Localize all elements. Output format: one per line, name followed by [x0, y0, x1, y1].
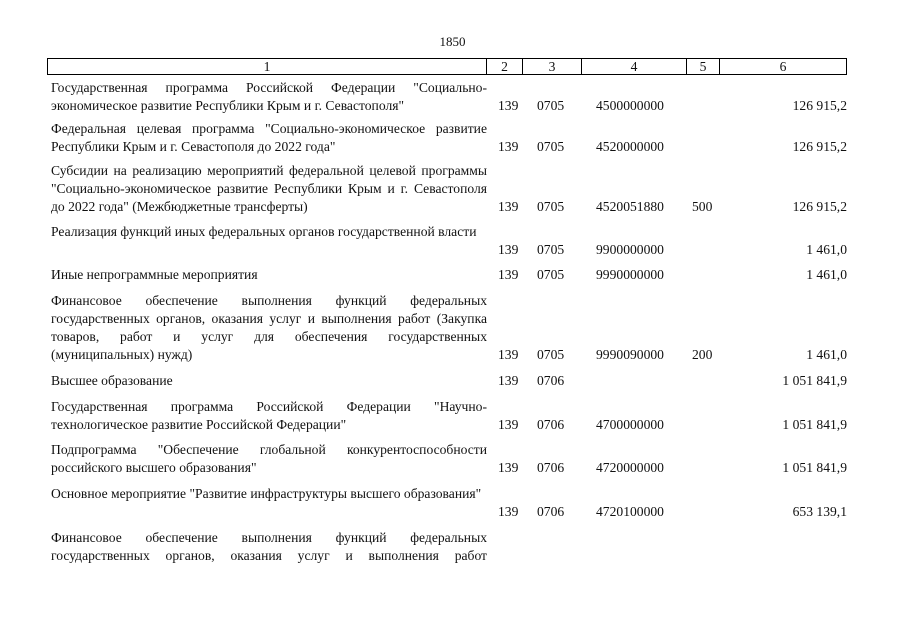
- row-amount: 653 139,1: [792, 504, 847, 519]
- row-amount: 126 915,2: [792, 199, 847, 214]
- row-code-target: 4500000000: [596, 98, 664, 113]
- row-description: Высшее образование: [51, 373, 173, 388]
- row-code-ministry: 139: [498, 199, 519, 214]
- row-code-target: 4720100000: [596, 504, 664, 519]
- header-cell-2: 2: [486, 58, 523, 75]
- row-amount: 1 051 841,9: [782, 460, 847, 475]
- header-cell-6: 6: [719, 58, 847, 75]
- row-code-target: 9990090000: [596, 347, 664, 362]
- row-code-ministry: 139: [498, 417, 519, 432]
- row-code-ministry: 139: [498, 139, 519, 154]
- row-amount: 1 461,0: [806, 267, 847, 282]
- row-description: Федеральная целевая программа "Социально-экономическое развитие Республики Крым и г. Севастополя до 2022 года": [51, 121, 487, 154]
- row-code-target: 4520051880: [596, 199, 664, 214]
- row-code-expense: 200: [692, 347, 713, 362]
- row-code-ministry: 139: [498, 504, 519, 519]
- row-description: Субсидии на реализацию мероприятий федеральной целевой программы "Социально-экономическое развитие Республики Крым и г. Севастополя до 2022 года" (Межбюджетные трансферты): [51, 163, 487, 214]
- row-code-section: 0705: [537, 347, 565, 362]
- row-code-target: 4700000000: [596, 417, 664, 432]
- row-code-section: 0705: [537, 267, 565, 282]
- row-description: Подпрограмма "Обеспечение глобальной конкурентоспособности российского высшего образования": [51, 442, 487, 475]
- row-code-section: 0705: [537, 139, 565, 154]
- row-code-section: 0705: [537, 98, 565, 113]
- row-amount: 1 461,0: [806, 347, 847, 362]
- row-amount: 1 051 841,9: [782, 417, 847, 432]
- row-code-target: 4720000000: [596, 460, 664, 475]
- row-code-target: 9990000000: [596, 267, 664, 282]
- row-description: Финансовое обеспечение выполнения функций федеральных государственных органов, оказания услуг и выполнения работ (Закупка товаров, работ и услуг для обеспечения государственных (муниципальных) нужд): [51, 293, 487, 362]
- row-description: Основное мероприятие "Развитие инфраструктуры высшего образования": [51, 486, 482, 501]
- row-code-ministry: 139: [498, 373, 519, 388]
- row-description: Реализация функций иных федеральных органов государственной власти: [51, 224, 477, 239]
- row-code-section: 0705: [537, 242, 565, 257]
- row-code-ministry: 139: [498, 98, 519, 113]
- row-amount: 1 051 841,9: [782, 373, 847, 388]
- row-code-ministry: 139: [498, 267, 519, 282]
- row-code-ministry: 139: [498, 347, 519, 362]
- row-amount: 126 915,2: [792, 139, 847, 154]
- row-description: Иные непрограммные мероприятия: [51, 267, 258, 282]
- page-number: 1850: [439, 34, 466, 49]
- row-amount: 1 461,0: [806, 242, 847, 257]
- row-code-section: 0706: [537, 417, 565, 432]
- row-code-section: 0706: [537, 460, 565, 475]
- row-code-section: 0706: [537, 504, 565, 519]
- row-code-section: 0706: [537, 373, 565, 388]
- row-description: Государственная программа Российской Федерации "Научно-технологическое развитие Российской Федерации": [51, 399, 487, 432]
- row-description: Государственная программа Российской Федерации "Социально-экономическое развитие Республики Крым и г. Севастополя": [51, 80, 487, 113]
- header-cell-3: 3: [522, 58, 582, 75]
- row-code-ministry: 139: [498, 460, 519, 475]
- header-cell-5: 5: [686, 58, 720, 75]
- header-cell-4: 4: [581, 58, 687, 75]
- row-code-section: 0705: [537, 199, 565, 214]
- row-code-target: 9900000000: [596, 242, 664, 257]
- header-cell-1: 1: [47, 58, 487, 75]
- row-code-expense: 500: [692, 199, 713, 214]
- row-description: Финансовое обеспечение выполнения функций федеральных государственных органов, оказания услуг и выполнения работ: [51, 530, 487, 563]
- row-amount: 126 915,2: [792, 98, 847, 113]
- row-code-target: 4520000000: [596, 139, 664, 154]
- row-code-ministry: 139: [498, 242, 519, 257]
